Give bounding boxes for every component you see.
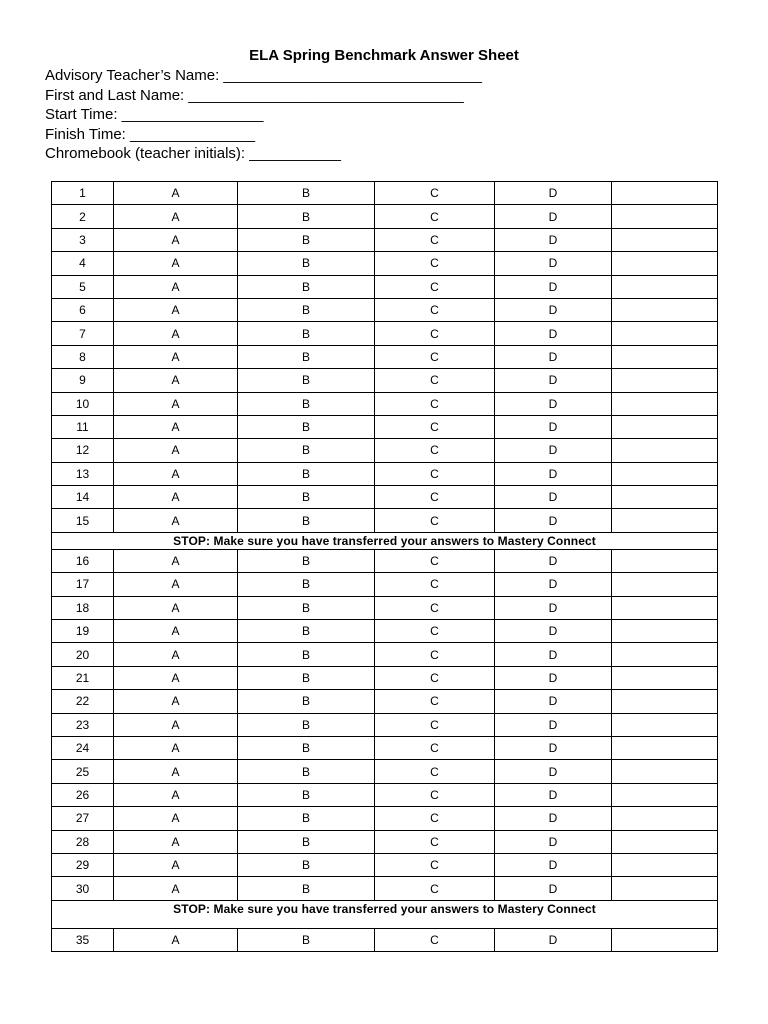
answer-choice-c[interactable]: C [375,760,495,783]
question-number: 35 [52,928,114,951]
question-row [52,666,718,689]
answer-choice-a[interactable]: A [114,462,238,485]
answer-choice-d[interactable]: D [495,205,612,228]
question-number: 27 [52,807,114,830]
answer-choice-c[interactable]: C [375,690,495,713]
question-number: 28 [52,830,114,853]
question-number: 15 [52,509,114,532]
answer-choice-a[interactable]: A [114,666,238,689]
answer-choice-d[interactable]: D [495,643,612,666]
answer-choice-b[interactable]: B [238,275,375,298]
answer-choice-b[interactable]: B [238,736,375,759]
answer-choice-b[interactable]: B [238,549,375,572]
answer-choice-c[interactable]: C [375,462,495,485]
question-number: 6 [52,298,114,321]
answer-choice-b[interactable]: B [238,252,375,275]
answer-table [51,181,718,952]
question-number: 29 [52,853,114,876]
answer-blank-cell[interactable] [612,439,718,462]
answer-choice-c[interactable]: C [375,620,495,643]
answer-choice-a[interactable]: A [114,205,238,228]
answer-choice-c[interactable]: C [375,736,495,759]
answer-choice-c[interactable]: C [375,252,495,275]
answer-blank-cell[interactable] [612,573,718,596]
question-row [52,486,718,509]
answer-choice-a[interactable]: A [114,573,238,596]
answer-choice-c[interactable]: C [375,439,495,462]
question-row [52,928,718,951]
answer-choice-a[interactable]: A [114,345,238,368]
answer-choice-c[interactable]: C [375,853,495,876]
answer-choice-c[interactable]: C [375,275,495,298]
question-row [52,345,718,368]
answer-choice-b[interactable]: B [238,928,375,951]
answer-choice-b[interactable]: B [238,345,375,368]
answer-choice-d[interactable]: D [495,345,612,368]
answer-choice-a[interactable]: A [114,807,238,830]
answer-choice-c[interactable]: C [375,549,495,572]
answer-choice-a[interactable]: A [114,252,238,275]
answer-blank-cell[interactable] [612,462,718,485]
question-number: 1 [52,182,114,205]
question-row [52,182,718,205]
question-number: 17 [52,573,114,596]
answer-choice-c[interactable]: C [375,573,495,596]
answer-choice-d[interactable]: D [495,783,612,806]
question-row [52,573,718,596]
answer-choice-d[interactable]: D [495,228,612,251]
question-number: 3 [52,228,114,251]
answer-choice-c[interactable]: C [375,783,495,806]
answer-choice-d[interactable]: D [495,392,612,415]
answer-blank-cell[interactable] [612,509,718,532]
answer-choice-b[interactable]: B [238,228,375,251]
answer-blank-cell[interactable] [612,182,718,205]
question-number: 10 [52,392,114,415]
answer-choice-d[interactable]: D [495,877,612,900]
answer-blank-cell[interactable] [612,690,718,713]
answer-choice-d[interactable]: D [495,853,612,876]
answer-choice-a[interactable]: A [114,853,238,876]
stop-row [52,900,718,928]
answer-choice-d[interactable]: D [495,596,612,619]
question-number: 20 [52,643,114,666]
question-number: 24 [52,736,114,759]
answer-blank-cell[interactable] [612,228,718,251]
question-number: 25 [52,760,114,783]
question-row [52,369,718,392]
answer-choice-c[interactable]: C [375,298,495,321]
sheet-title: ELA Spring Benchmark Answer Sheet [249,47,519,64]
answer-blank-cell[interactable] [612,392,718,415]
stop-row [52,532,718,549]
answer-choice-b[interactable]: B [238,392,375,415]
question-row [52,298,718,321]
answer-choice-a[interactable]: A [114,690,238,713]
answer-blank-cell[interactable] [612,853,718,876]
answer-choice-d[interactable]: D [495,462,612,485]
answer-choice-b[interactable]: B [238,439,375,462]
answer-choice-b[interactable]: B [238,830,375,853]
answer-blank-cell[interactable] [612,877,718,900]
answer-choice-a[interactable]: A [114,596,238,619]
answer-blank-cell[interactable] [612,807,718,830]
answer-choice-b[interactable]: B [238,182,375,205]
answer-choice-c[interactable]: C [375,205,495,228]
answer-choice-b[interactable]: B [238,877,375,900]
question-number: 9 [52,369,114,392]
answer-choice-b[interactable]: B [238,205,375,228]
answer-choice-c[interactable]: C [375,830,495,853]
answer-choice-b[interactable]: B [238,298,375,321]
answer-choice-b[interactable]: B [238,620,375,643]
question-row [52,252,718,275]
answer-choice-b[interactable]: B [238,690,375,713]
question-number: 22 [52,690,114,713]
answer-blank-cell[interactable] [612,322,718,345]
answer-blank-cell[interactable] [612,205,718,228]
question-row [52,509,718,532]
answer-choice-b[interactable]: B [238,486,375,509]
answer-choice-d[interactable]: D [495,736,612,759]
answer-choice-d[interactable]: D [495,298,612,321]
answer-blank-cell[interactable] [612,760,718,783]
answer-choice-a[interactable]: A [114,415,238,438]
question-row [52,549,718,572]
answer-choice-c[interactable]: C [375,392,495,415]
question-number: 2 [52,205,114,228]
answer-choice-a[interactable]: A [114,392,238,415]
answer-choice-d[interactable]: D [495,666,612,689]
answer-blank-cell[interactable] [612,252,718,275]
answer-choice-d[interactable]: D [495,415,612,438]
question-row [52,690,718,713]
answer-blank-cell[interactable] [612,345,718,368]
answer-choice-a[interactable]: A [114,228,238,251]
question-row [52,877,718,900]
question-row [52,596,718,619]
answer-choice-b[interactable]: B [238,596,375,619]
answer-blank-cell[interactable] [612,275,718,298]
question-number: 11 [52,415,114,438]
answer-choice-b[interactable]: B [238,666,375,689]
answer-blank-cell[interactable] [612,928,718,951]
answer-choice-a[interactable]: A [114,486,238,509]
answer-choice-d[interactable]: D [495,573,612,596]
answer-choice-b[interactable]: B [238,509,375,532]
answer-choice-c[interactable]: C [375,486,495,509]
question-number: 13 [52,462,114,485]
answer-choice-c[interactable]: C [375,666,495,689]
question-number: 14 [52,486,114,509]
answer-choice-b[interactable]: B [238,369,375,392]
chromebook-initials-field[interactable]: Chromebook (teacher initials): ___________ [45,145,342,162]
answer-choice-c[interactable]: C [375,415,495,438]
answer-choice-c[interactable]: C [375,928,495,951]
answer-choice-d[interactable]: D [495,807,612,830]
answer-choice-d[interactable]: D [495,549,612,572]
question-row [52,462,718,485]
finish-time-field[interactable]: Finish Time: _______________ [45,125,256,143]
answer-choice-b[interactable]: B [238,415,375,438]
answer-blank-cell[interactable] [612,666,718,689]
answer-choice-d[interactable]: D [495,620,612,643]
answer-choice-d[interactable]: D [495,322,612,345]
stop-message: STOP: Make sure you have transferred your answers to Mastery Connect [52,532,718,549]
question-number: 19 [52,620,114,643]
question-row [52,392,718,415]
stop-message: STOP: Make sure you have transferred your answers to Mastery Connect [52,900,718,928]
question-row [52,807,718,830]
question-number: 7 [52,322,114,345]
question-number: 21 [52,666,114,689]
answer-choice-c[interactable]: C [375,596,495,619]
question-number: 18 [52,596,114,619]
answer-choice-a[interactable]: A [114,928,238,951]
question-row [52,322,718,345]
answer-choice-d[interactable]: D [495,928,612,951]
answer-blank-cell[interactable] [612,415,718,438]
answer-choice-b[interactable]: B [238,853,375,876]
answer-choice-c[interactable]: C [375,345,495,368]
answer-choice-b[interactable]: B [238,807,375,830]
answer-choice-b[interactable]: B [238,462,375,485]
question-row [52,853,718,876]
answer-blank-cell[interactable] [612,486,718,509]
answer-choice-a[interactable]: A [114,877,238,900]
answer-choice-a[interactable]: A [114,322,238,345]
answer-choice-d[interactable]: D [495,252,612,275]
question-row [52,736,718,759]
question-number: 30 [52,877,114,900]
answer-choice-a[interactable]: A [114,830,238,853]
answer-blank-cell[interactable] [612,298,718,321]
answer-choice-c[interactable]: C [375,877,495,900]
answer-choice-a[interactable]: A [114,713,238,736]
question-number: 23 [52,713,114,736]
answer-blank-cell[interactable] [612,830,718,853]
question-row [52,439,718,462]
answer-choice-d[interactable]: D [495,760,612,783]
answer-choice-c[interactable]: C [375,369,495,392]
answer-choice-c[interactable]: C [375,228,495,251]
answer-choice-a[interactable]: A [114,760,238,783]
question-row [52,228,718,251]
answer-choice-a[interactable]: A [114,736,238,759]
answer-choice-b[interactable]: B [238,783,375,806]
answer-choice-c[interactable]: C [375,807,495,830]
answer-choice-b[interactable]: B [238,322,375,345]
answer-choice-a[interactable]: A [114,620,238,643]
advisory-teacher-name-field[interactable]: Advisory Teacher’s Name: _______________________________ [45,67,483,84]
question-row [52,205,718,228]
answer-blank-cell[interactable] [612,783,718,806]
answer-choice-a[interactable]: A [114,509,238,532]
answer-choice-d[interactable]: D [495,690,612,713]
answer-choice-d[interactable]: D [495,182,612,205]
answer-choice-d[interactable]: D [495,486,612,509]
question-row [52,830,718,853]
answer-blank-cell[interactable] [612,620,718,643]
answer-choice-c[interactable]: C [375,182,495,205]
answer-choice-d[interactable]: D [495,713,612,736]
answer-choice-a[interactable]: A [114,298,238,321]
question-number: 8 [52,345,114,368]
question-row [52,275,718,298]
question-number: 26 [52,783,114,806]
answer-choice-b[interactable]: B [238,713,375,736]
answer-choice-a[interactable]: A [114,783,238,806]
question-number: 16 [52,549,114,572]
answer-blank-cell[interactable] [612,643,718,666]
answer-blank-cell[interactable] [612,369,718,392]
answer-choice-b[interactable]: B [238,760,375,783]
answer-choice-d[interactable]: D [495,830,612,853]
answer-choice-a[interactable]: A [114,182,238,205]
question-row [52,415,718,438]
answer-choice-c[interactable]: C [375,713,495,736]
answer-choice-d[interactable]: D [495,509,612,532]
answer-choice-d[interactable]: D [495,439,612,462]
answer-blank-cell[interactable] [612,549,718,572]
question-number: 4 [52,252,114,275]
student-info-fields [45,66,482,164]
question-row [52,643,718,666]
answer-blank-cell[interactable] [612,713,718,736]
answer-choice-a[interactable]: A [114,439,238,462]
question-row [52,783,718,806]
question-number: 12 [52,439,114,462]
answer-choice-d[interactable]: D [495,369,612,392]
answer-choice-a[interactable]: A [114,549,238,572]
answer-choice-a[interactable]: A [114,643,238,666]
answer-choice-a[interactable]: A [114,369,238,392]
question-row [52,760,718,783]
answer-choice-a[interactable]: A [114,275,238,298]
answer-choice-c[interactable]: C [375,509,495,532]
start-time-field[interactable]: Start Time: _________________ [45,106,264,123]
answer-choice-d[interactable]: D [495,275,612,298]
answer-choice-c[interactable]: C [375,322,495,345]
answer-choice-b[interactable]: B [238,643,375,666]
answer-choice-b[interactable]: B [238,573,375,596]
question-number: 5 [52,275,114,298]
answer-blank-cell[interactable] [612,596,718,619]
student-name-field[interactable]: First and Last Name: _________________________________ [45,86,464,104]
question-row [52,620,718,643]
answer-choice-c[interactable]: C [375,643,495,666]
question-row [52,713,718,736]
answer-blank-cell[interactable] [612,736,718,759]
